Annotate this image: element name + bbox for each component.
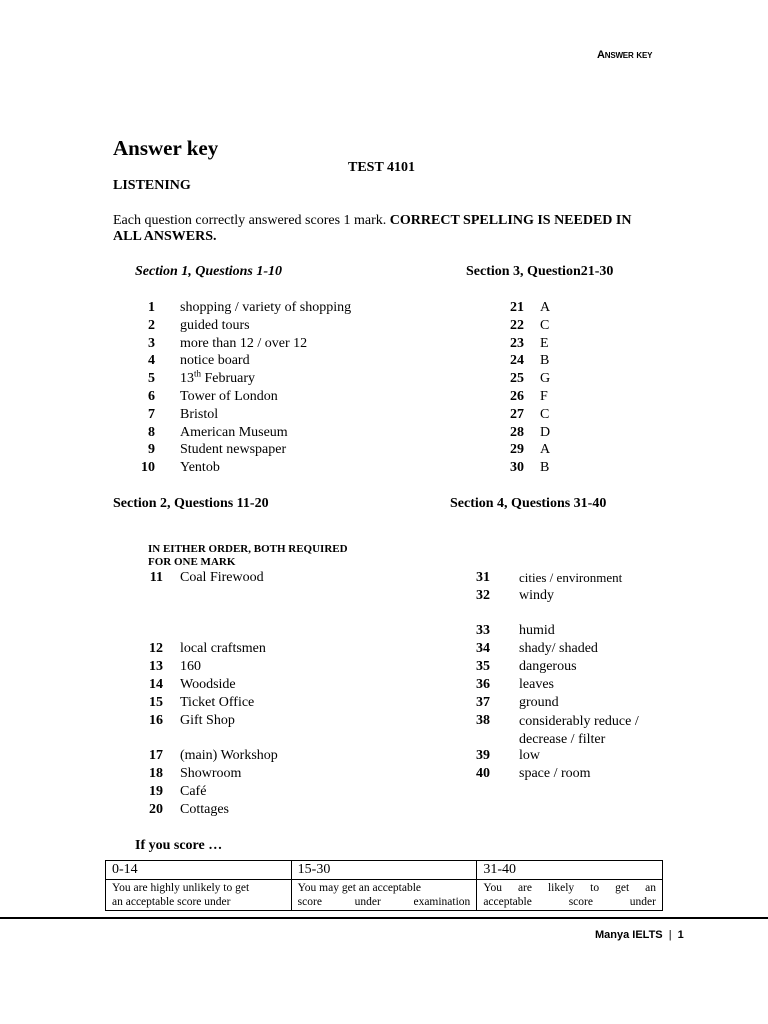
answer-main: C (540, 406, 550, 422)
score-range-2: 15-30 (291, 861, 477, 880)
score-desc-2 (291, 880, 477, 911)
answer-text (519, 677, 554, 693)
answer-main: Woodside (180, 677, 236, 692)
answer-main: Café (180, 784, 207, 799)
answer-text (519, 748, 540, 764)
answer-main: B (540, 353, 550, 369)
answer-text (180, 570, 264, 586)
answer-main: low (519, 748, 540, 763)
footer-page-number: 1 (677, 929, 684, 941)
answer-text (519, 623, 555, 639)
question-number: 9 (148, 442, 155, 458)
answer-text (519, 570, 622, 586)
answer-main: considerably reduce / (519, 714, 639, 729)
answer-main: Student newspaper (180, 442, 287, 458)
question-number: 12 (149, 641, 163, 656)
answer-main: G (540, 371, 551, 387)
answer-text (519, 588, 554, 604)
question-number: 4 (148, 353, 155, 369)
question-number: 38 (476, 713, 490, 728)
answer-superscript: th (194, 368, 202, 379)
answer-line2: decrease / filter (519, 732, 606, 747)
answer-main: A (540, 300, 551, 315)
footer-rule (0, 917, 768, 919)
answer-text (180, 766, 241, 782)
answer-text (540, 318, 549, 334)
answer-text (180, 695, 254, 711)
answer-main: E (540, 335, 549, 351)
answer-text (180, 442, 286, 458)
question-number: 37 (476, 695, 490, 710)
note-line-1: IN EITHER ORDER, BOTH REQUIRED (148, 543, 348, 555)
score-desc-3-line1: You are likely to get an (483, 882, 656, 894)
answer-main: (main) Workshop (180, 748, 278, 763)
answer-text (180, 300, 351, 316)
question-number: 26 (510, 389, 524, 404)
question-number: 29 (510, 442, 524, 458)
answer-text (180, 713, 235, 729)
question-number: 27 (510, 406, 524, 422)
question-number: 20 (149, 802, 163, 817)
score-table (105, 860, 663, 911)
question-number: 39 (476, 748, 490, 763)
question-number: 18 (149, 766, 163, 781)
answer-text (519, 713, 639, 749)
answer-text (540, 371, 550, 387)
answer-text (180, 659, 201, 675)
answer-text (180, 336, 307, 352)
answer-main: humid (519, 623, 555, 638)
answer-main: shady/ shaded (519, 641, 598, 656)
answer-text (180, 802, 229, 818)
answer-text (540, 407, 549, 423)
answer-main: ground (519, 695, 559, 710)
answer-main: 160 (180, 659, 201, 674)
answer-text (519, 766, 591, 782)
footer-separator: | (668, 929, 672, 941)
score-desc-1-line1: You are highly unlikely to get (112, 882, 250, 894)
score-desc-row (106, 880, 663, 911)
page-footer (595, 929, 684, 941)
answer-text (180, 407, 218, 423)
answer-main: Coal Firewood (180, 570, 264, 585)
running-header: Answer key (597, 49, 653, 61)
section3-heading: Section 3, Question21-30 (466, 264, 614, 279)
answer-main: shopping / variety of shopping (180, 300, 352, 315)
answer-main: 13 (180, 371, 194, 387)
question-number: 34 (476, 641, 490, 656)
answer-text (540, 389, 548, 405)
score-range-3: 31-40 (477, 861, 663, 880)
answer-text (180, 784, 206, 800)
question-number: 6 (148, 389, 155, 404)
answer-text (180, 353, 250, 369)
intro-bold-1: CORRECT SPELLING IS NEEDED IN (389, 213, 632, 228)
score-range-1: 0-14 (106, 861, 292, 880)
question-number: 16 (149, 713, 163, 728)
question-number: 36 (476, 677, 490, 692)
score-desc-2-line1: You may get an acceptable (297, 882, 422, 894)
question-number: 22 (510, 317, 524, 333)
section-label: LISTENING (113, 178, 191, 193)
answer-main: B (540, 460, 550, 476)
question-number: 30 (510, 460, 524, 476)
question-number: 3 (148, 335, 155, 351)
intro-normal: Each question correctly answered scores 1 mark. (113, 213, 390, 228)
answer-main: F (540, 389, 548, 404)
answer-text (180, 677, 236, 693)
score-desc-2-line2: score under examination (297, 896, 471, 908)
answer-main: windy (519, 588, 554, 603)
score-desc-3 (477, 880, 663, 911)
answer-main: guided tours (180, 317, 250, 333)
question-number: 8 (148, 424, 155, 440)
answer-main: A (540, 442, 551, 458)
answer-text (180, 368, 256, 387)
question-number: 2 (148, 317, 155, 333)
question-number: 28 (510, 424, 524, 440)
question-number: 10 (141, 460, 155, 476)
answer-main: Showroom (180, 766, 242, 781)
section2-note (148, 543, 348, 569)
answer-text (180, 318, 250, 334)
score-header-row (106, 861, 663, 880)
question-number: 21 (510, 300, 524, 315)
page-title: Answer key (113, 136, 219, 160)
answer-main: leaves (519, 677, 554, 692)
question-number: 32 (476, 588, 490, 603)
answer-main: Bristol (180, 406, 219, 422)
answer-main: more than 12 / over 12 (180, 335, 308, 351)
question-number: 7 (148, 406, 155, 422)
note-line-2: FOR ONE MARK (148, 556, 236, 568)
answer-text (540, 336, 549, 352)
question-number: 1 (148, 300, 155, 315)
question-number: 31 (476, 570, 490, 585)
answer-main: Tower of London (180, 389, 278, 404)
score-desc-3-line2: acceptable score under (483, 896, 656, 908)
answer-text (519, 659, 577, 675)
answer-main: D (540, 424, 551, 440)
answer-text (540, 425, 550, 441)
score-desc-1-line2: an acceptable score under (112, 896, 231, 908)
intro-bold-2: ALL ANSWERS. (113, 229, 217, 244)
question-number: 15 (149, 695, 163, 710)
footer-brand: Manya IELTS (595, 929, 663, 941)
test-number: TEST 4101 (348, 160, 416, 175)
answer-main: Gift Shop (180, 713, 235, 728)
question-number: 24 (510, 353, 524, 369)
section2-heading: Section 2, Questions 11-20 (113, 496, 269, 511)
section4-heading: Section 4, Questions 31-40 (450, 496, 607, 511)
question-number: 13 (149, 659, 163, 674)
answer-text (540, 442, 550, 458)
question-number: 23 (510, 335, 524, 351)
question-number: 35 (476, 659, 490, 674)
answer-text (540, 300, 550, 316)
question-number: 11 (149, 570, 163, 585)
question-number: 40 (476, 766, 490, 781)
answer-text (540, 460, 549, 476)
answer-text (180, 641, 266, 657)
answer-main: local craftsmen (180, 641, 266, 656)
answer-main: space / room (519, 766, 591, 781)
answer-main: cities / environment (519, 570, 623, 585)
answer-rest: February (201, 371, 256, 387)
answer-main: dangerous (519, 659, 577, 674)
question-number: 5 (148, 371, 155, 387)
question-number: 17 (149, 748, 163, 763)
question-number: 25 (510, 371, 524, 387)
score-desc-1 (106, 880, 292, 911)
section1-heading: Section 1, Questions 1-10 (135, 264, 283, 279)
intro-paragraph (113, 213, 673, 245)
answer-main: C (540, 317, 550, 333)
answer-main: notice board (180, 353, 250, 369)
answer-main: Cottages (180, 802, 229, 817)
answer-main: American Museum (180, 424, 288, 440)
question-number: 19 (149, 784, 163, 799)
answer-text (180, 748, 278, 764)
score-lead: If you score … (135, 838, 223, 853)
answer-text (180, 425, 288, 441)
answer-text (519, 695, 559, 711)
question-number: 14 (149, 677, 163, 692)
answer-text (519, 641, 598, 657)
answer-main: Ticket Office (180, 695, 255, 710)
answer-text (540, 353, 549, 369)
question-number: 33 (476, 623, 490, 638)
answer-main: Yentob (180, 460, 220, 476)
answer-text (180, 389, 278, 405)
answer-text (180, 460, 220, 476)
